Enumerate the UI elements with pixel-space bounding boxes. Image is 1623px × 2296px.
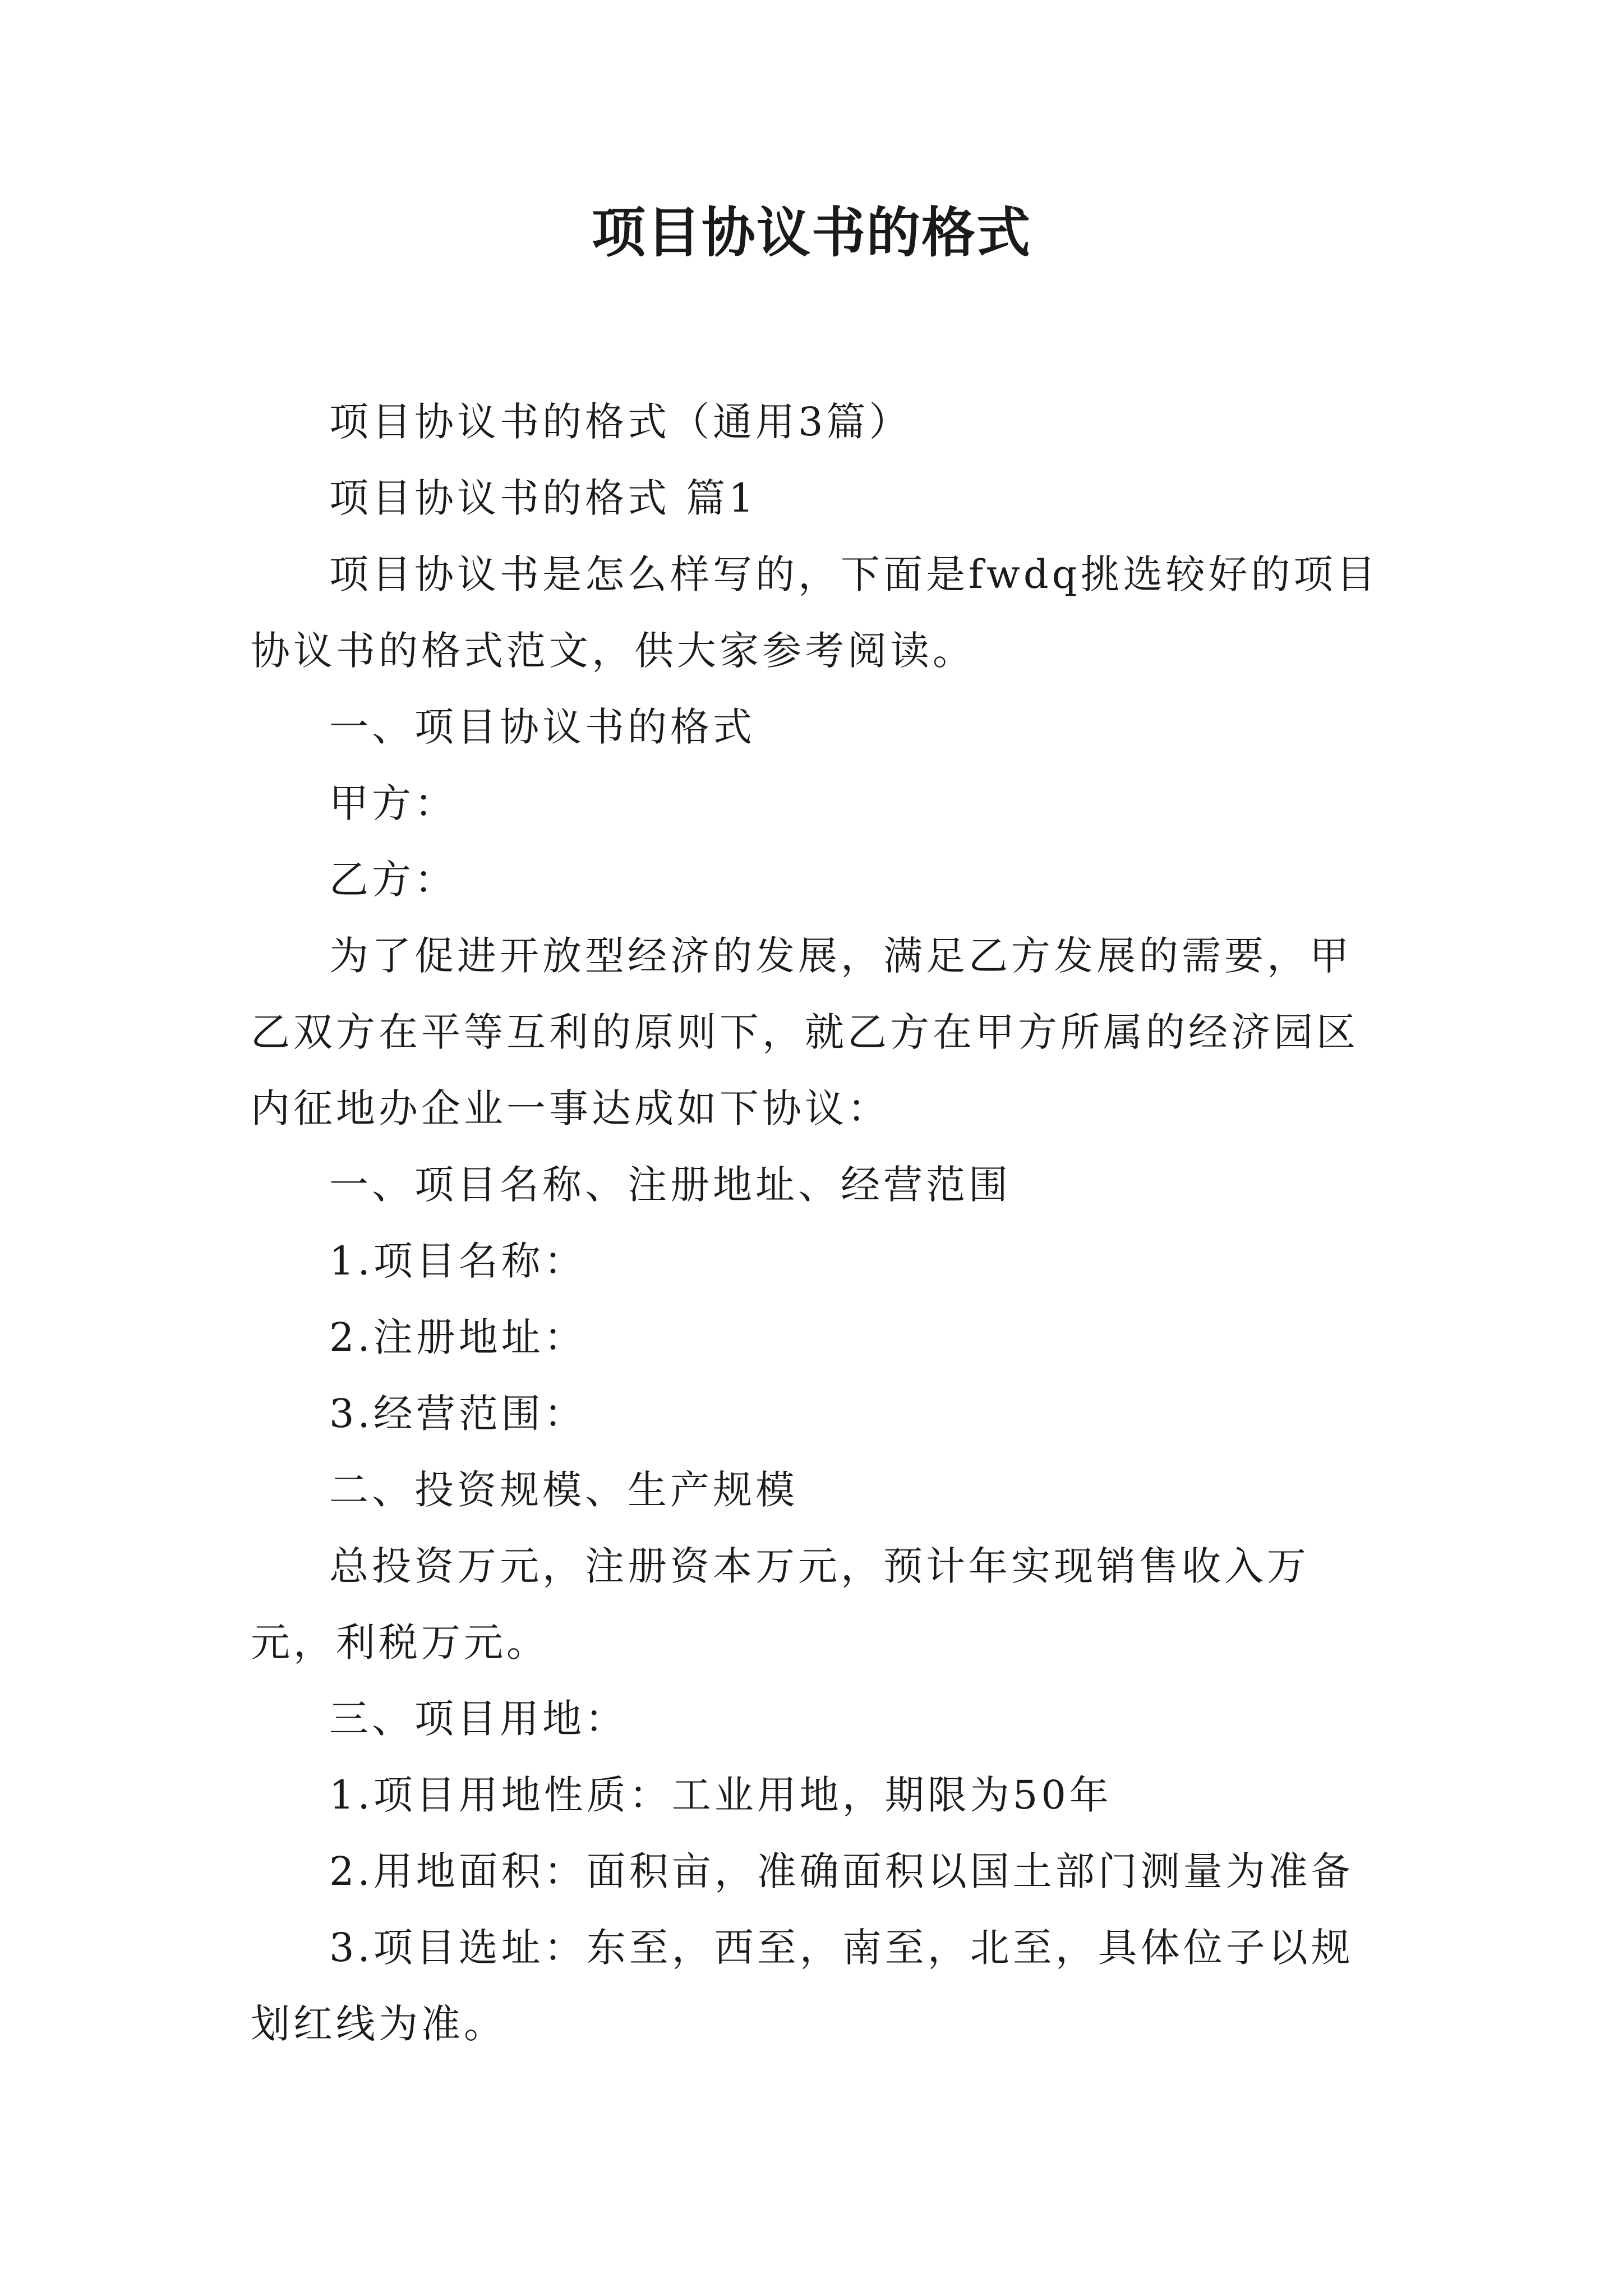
paragraph-site-location: 3.项目选址：东至，西至，南至，北至，具体位子以规划红线为准。 [251,1925,1354,2047]
document-body [251,384,1384,2062]
paragraph-purpose: 为了促进开放型经济的发展，满足乙方发展的需要，甲乙双方在平等互利的原则下，就乙方在甲方所属的经济园区内征地办企业一事达成如下协议： [251,933,1359,1131]
paragraph-investment-details: 总投资万元，注册资本万元，预计年实现销售收入万元，利税万元。 [251,1543,1310,1665]
paragraph-party-a: 甲方： [329,780,457,826]
paragraph-registered-address: 2.注册地址： [329,1314,587,1360]
paragraph-heading-project: 一、项目名称、注册地址、经营范围 [329,1162,1011,1208]
paragraph-subtitle: 项目协议书的格式（通用3篇） [329,399,912,445]
paragraph-land-nature: 1.项目用地性质：工业用地，期限为50年 [329,1772,1112,1818]
paragraph-heading-investment: 二、投资规模、生产规模 [329,1467,798,1513]
paragraph-heading-land: 三、项目用地： [329,1696,628,1742]
paragraph-party-b: 乙方： [329,857,457,903]
paragraph-project-name: 1.项目名称： [329,1238,587,1284]
paragraph-business-scope: 3.经营范围： [329,1391,587,1437]
paragraph-land-area: 2.用地面积：面积亩，准确面积以国土部门测量为准备 [329,1848,1354,1894]
paragraph-intro: 项目协议书是怎么样写的，下面是fwdq挑选较好的项目协议书的格式范文，供大家参考阅读。 [251,551,1379,674]
paragraph-section-heading: 项目协议书的格式 篇1 [329,475,757,521]
document-title: 项目协议书的格式 [592,201,1031,264]
paragraph-heading-format: 一、项目协议书的格式 [329,704,755,750]
